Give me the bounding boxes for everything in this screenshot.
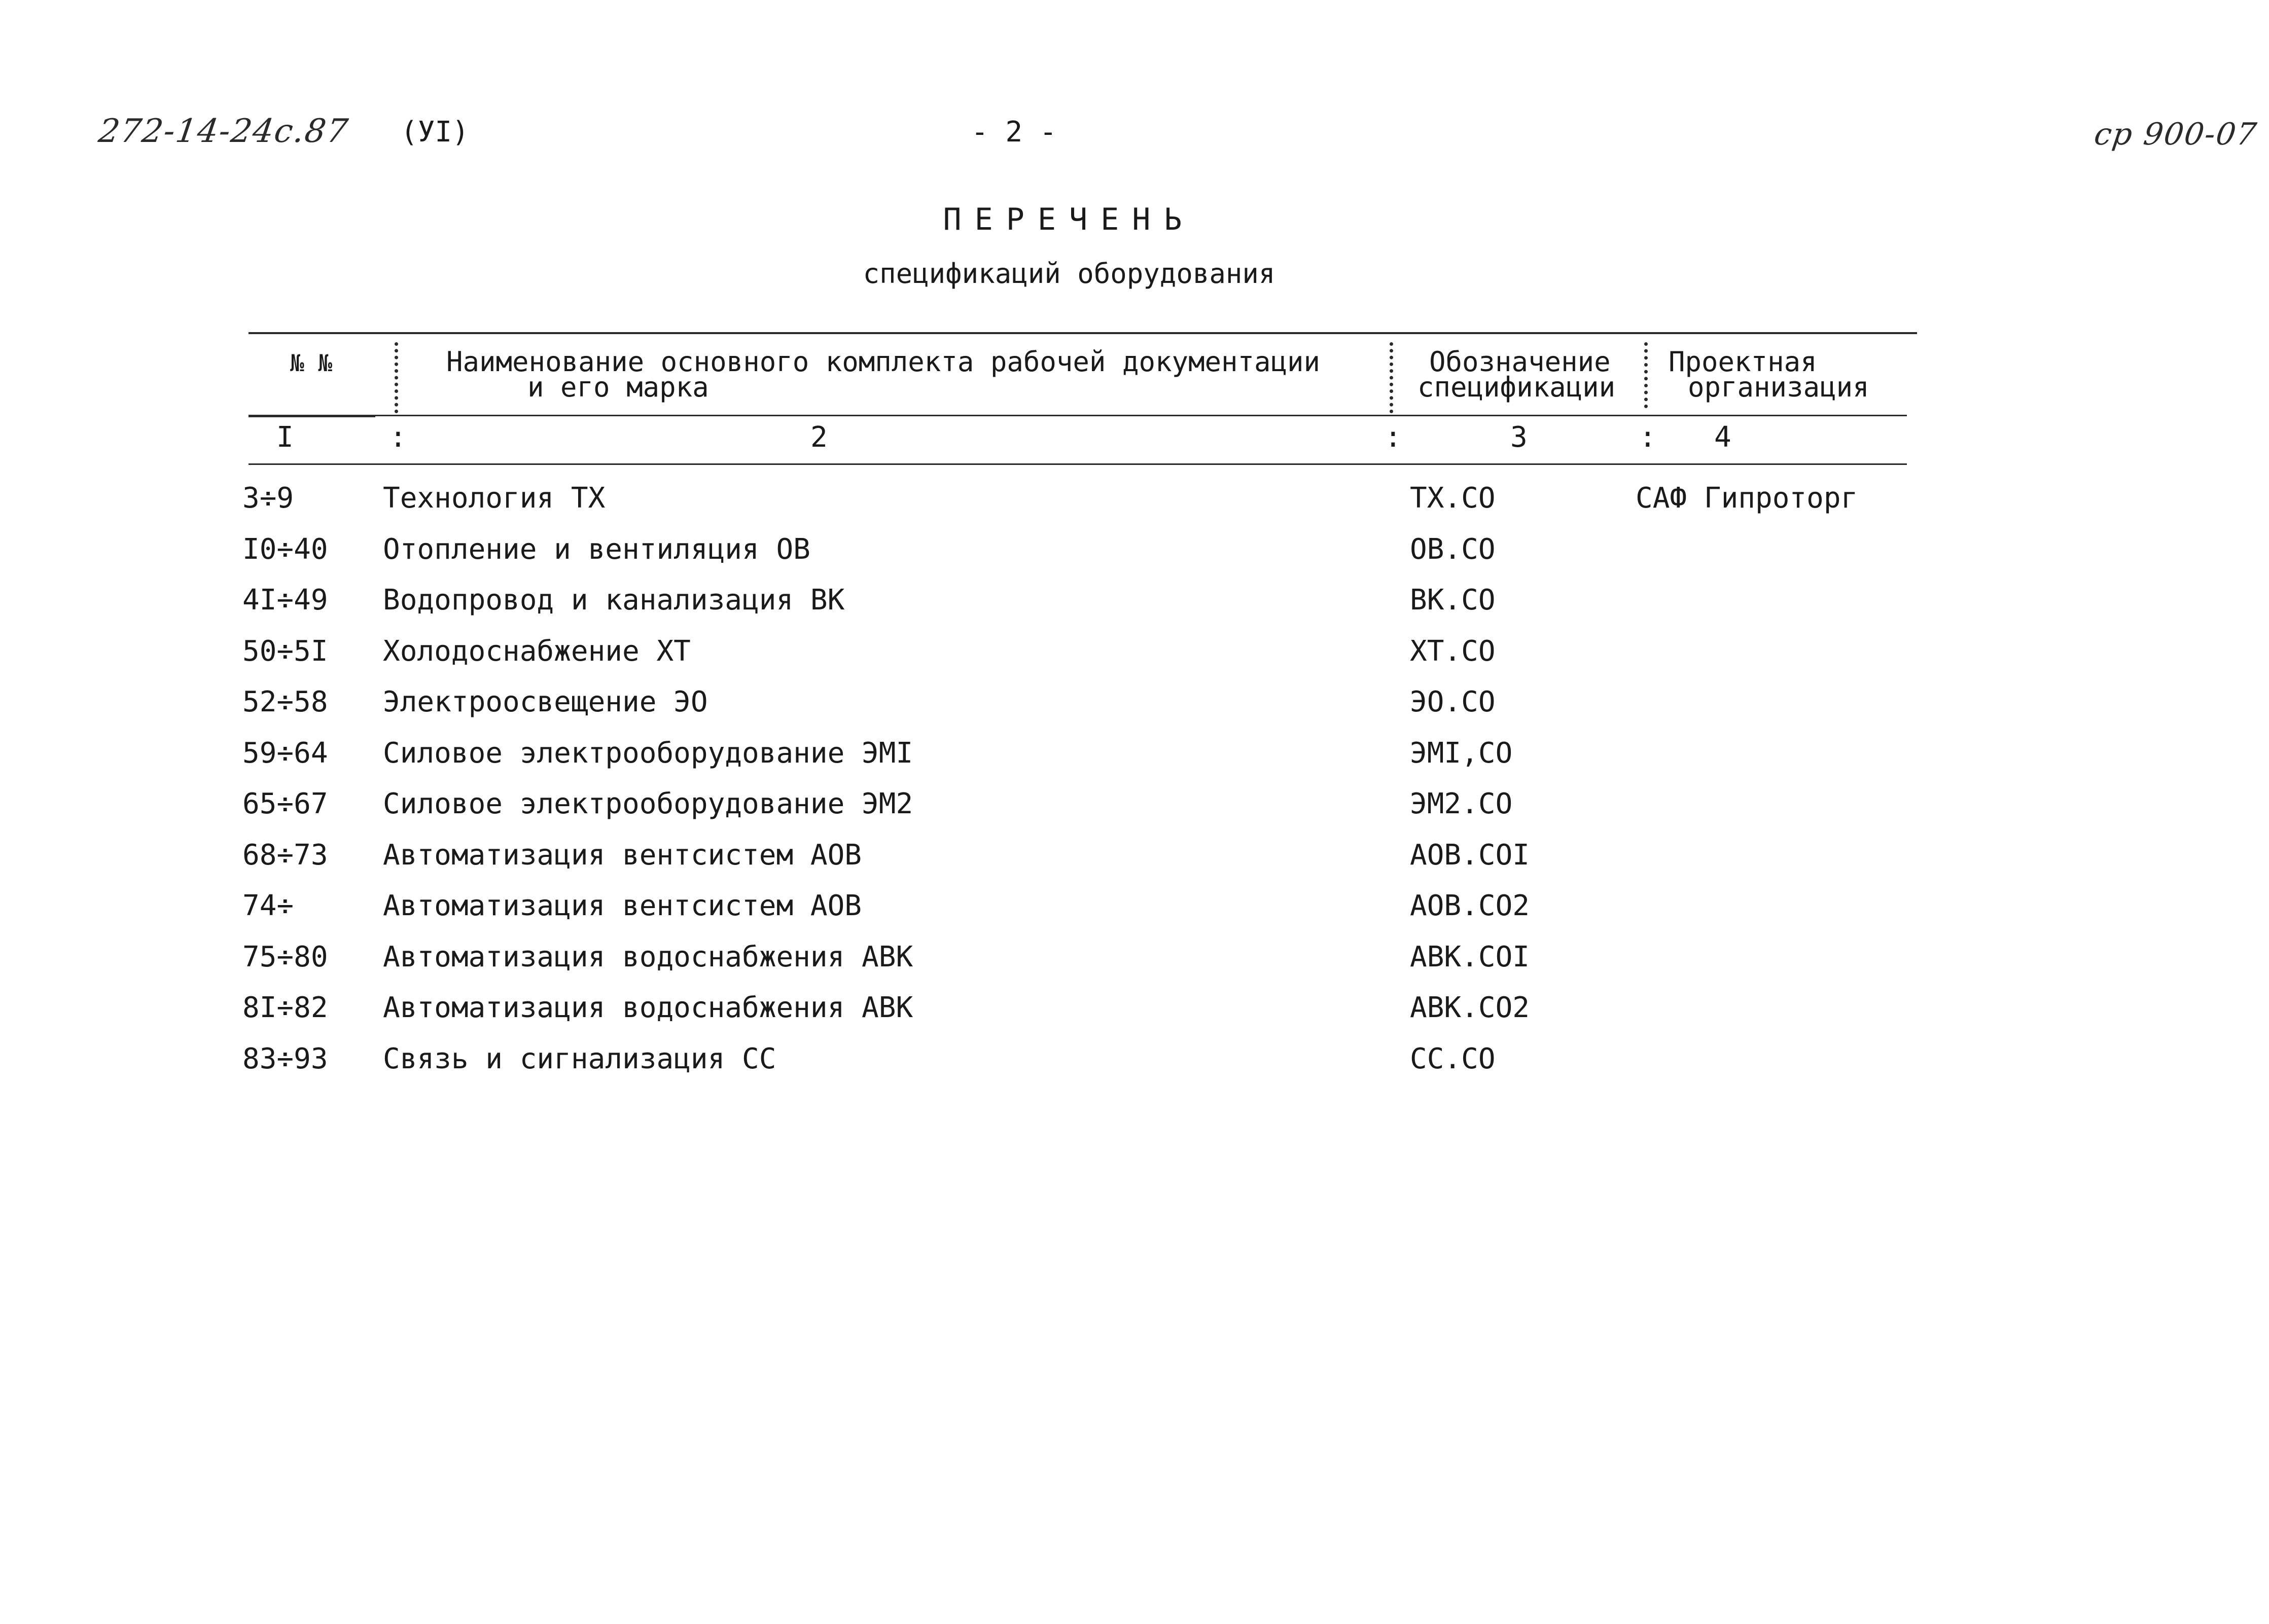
row-name: Автоматизация вентсистем АОВ — [383, 889, 862, 922]
table-row — [0, 889, 2269, 941]
row-number: I0÷40 — [242, 532, 328, 566]
row-name: Связь и сигнализация СС — [383, 1042, 776, 1075]
table-row — [0, 584, 2269, 635]
table-row — [0, 737, 2269, 788]
row-code: СС.СО — [1410, 1042, 1496, 1075]
row-name: Отопление и вентиляция ОВ — [383, 532, 810, 566]
row-code: ЭО.СО — [1410, 685, 1496, 718]
column-number-separator: : — [1639, 421, 1656, 454]
row-code: АОВ.СОI — [1410, 838, 1530, 872]
row-name: Автоматизация вентсистем АОВ — [383, 838, 862, 872]
row-org: САФ Гипроторг — [1636, 482, 1858, 515]
page-number: - 2 - — [971, 116, 1057, 149]
column-number-2: 2 — [810, 421, 828, 454]
header-code-line2: спецификации — [1417, 371, 1616, 403]
table-row — [0, 685, 2269, 737]
row-number: 52÷58 — [242, 685, 328, 718]
column-number-separator: : — [389, 421, 407, 454]
header-underline — [249, 416, 375, 417]
row-number: 83÷93 — [242, 1042, 328, 1075]
row-code: ОВ.СО — [1410, 532, 1496, 566]
row-number: 75÷80 — [242, 940, 328, 973]
row-code: АВК.СО2 — [1410, 991, 1530, 1024]
header-org-line2: организация — [1688, 371, 1869, 403]
table-row — [0, 941, 2269, 992]
column-separator — [395, 342, 404, 413]
table-row — [0, 787, 2269, 839]
row-number: 8I÷82 — [242, 991, 328, 1024]
table-row — [0, 635, 2269, 686]
table-row — [0, 533, 2269, 584]
column-number-separator: : — [1385, 421, 1402, 454]
header-num: № № — [290, 349, 333, 377]
header-name-line1: Наименование основного комплекта рабочей документации — [446, 346, 1321, 378]
row-code: ВК.СО — [1410, 584, 1496, 617]
document-code: 272-14-24с.87 — [96, 113, 351, 150]
list-subtitle: спецификаций оборудования — [863, 258, 1275, 290]
table-row — [0, 482, 2269, 533]
row-number: 59÷64 — [242, 736, 328, 770]
table-row — [0, 839, 2269, 890]
row-name: Автоматизация водоснабжения АВК — [383, 940, 913, 973]
row-number: 4I÷49 — [242, 584, 328, 617]
header-name-line2: и его марка — [527, 371, 709, 403]
row-code: ЭМI,СО — [1410, 736, 1513, 770]
row-number: 50÷5I — [242, 634, 328, 668]
header-code-line1: Обозначение — [1429, 346, 1611, 378]
row-number: 3÷9 — [242, 482, 294, 515]
row-number: 74÷ — [242, 889, 294, 922]
row-name: Автоматизация водоснабжения АВК — [383, 991, 913, 1024]
row-name: Технология ТХ — [383, 482, 606, 515]
row-code: ТХ.СО — [1410, 482, 1496, 515]
header-org-line1: Проектная — [1669, 346, 1817, 378]
column-number-1: I — [276, 421, 294, 454]
list-title: ПЕРЕЧЕНЬ — [943, 202, 1195, 237]
table-row — [0, 991, 2269, 1042]
row-code: ЭМ2.СО — [1410, 787, 1513, 820]
table-header-rule — [249, 415, 1907, 416]
column-number-4: 4 — [1714, 421, 1731, 454]
row-name: Водопровод и канализация ВК — [383, 584, 845, 617]
row-name: Электроосвещение ЭО — [383, 685, 708, 718]
row-number: 65÷67 — [242, 787, 328, 820]
row-code: ХТ.СО — [1410, 634, 1496, 668]
handwritten-stamp: ср 900-07 — [2092, 117, 2260, 152]
row-code: АВК.СОI — [1410, 940, 1530, 973]
table-top-rule — [249, 332, 1917, 334]
row-name: Силовое электрооборудование ЭМ2 — [383, 787, 913, 820]
row-name: Холодоснабжение ХТ — [383, 634, 691, 668]
column-number-3: 3 — [1510, 421, 1528, 454]
row-number: 68÷73 — [242, 838, 328, 872]
column-separator — [1390, 342, 1399, 413]
table-column-number-rule — [249, 463, 1907, 465]
table-row — [0, 1042, 2269, 1094]
row-name: Силовое электрооборудование ЭМI — [383, 736, 913, 770]
sheet-suffix: (УI) — [401, 116, 469, 149]
row-code: АОВ.СО2 — [1410, 889, 1530, 922]
column-separator — [1644, 342, 1654, 408]
table-body — [0, 482, 2269, 1093]
